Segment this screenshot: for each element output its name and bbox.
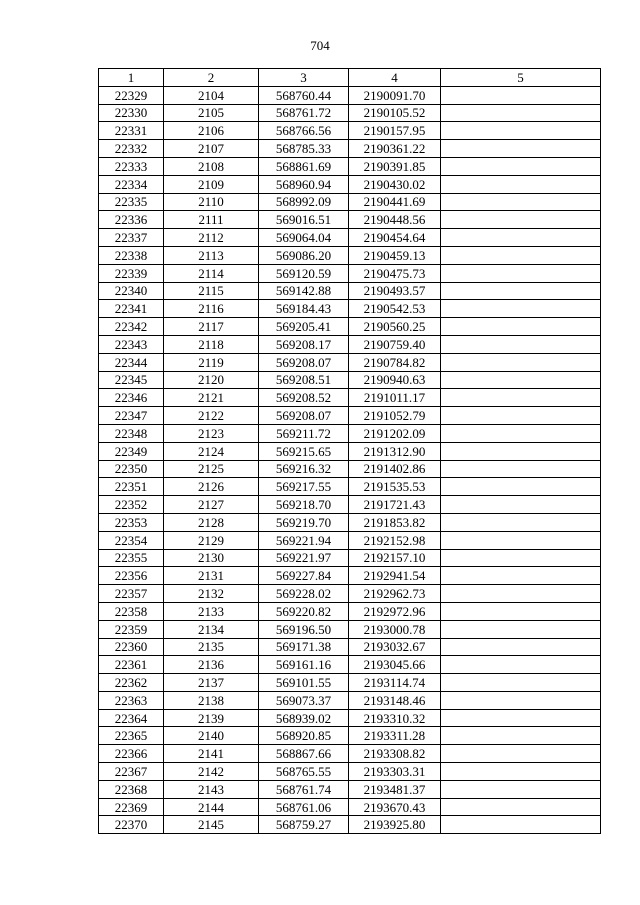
- table-cell-col-4: 2192962.73: [349, 585, 441, 603]
- table-row: [99, 229, 601, 247]
- table-cell-col-1: 22370: [99, 816, 164, 834]
- table-cell-col-4: 2193114.74: [349, 674, 441, 692]
- table-row: [99, 745, 601, 763]
- table-row: [99, 193, 601, 211]
- table-cell-col-3: 569221.97: [259, 549, 349, 567]
- table-row: [99, 246, 601, 264]
- table-cell-col-4: 2191052.79: [349, 407, 441, 425]
- table-cell-col-1: 22331: [99, 122, 164, 140]
- table-cell-col-4: 2190542.53: [349, 300, 441, 318]
- table-row: [99, 816, 601, 834]
- table-cell-col-5: [441, 389, 601, 407]
- table-cell-col-1: 22332: [99, 140, 164, 158]
- table-cell-col-4: 2190475.73: [349, 264, 441, 282]
- table-cell-col-3: 569219.70: [259, 513, 349, 531]
- table-cell-col-1: 22338: [99, 246, 164, 264]
- table-cell-col-5: [441, 157, 601, 175]
- table-cell-col-5: [441, 104, 601, 122]
- table-cell-col-3: 568765.55: [259, 763, 349, 781]
- table-cell-col-4: 2191721.43: [349, 496, 441, 514]
- table-cell-col-3: 568939.02: [259, 709, 349, 727]
- table-cell-col-1: 22368: [99, 780, 164, 798]
- table-cell-col-3: 569216.32: [259, 460, 349, 478]
- table-cell-col-5: [441, 638, 601, 656]
- table-cell-col-5: [441, 585, 601, 603]
- table-row: [99, 460, 601, 478]
- table-cell-col-1: 22358: [99, 602, 164, 620]
- table-cell-col-3: 568760.44: [259, 86, 349, 104]
- table-cell-col-1: 22336: [99, 211, 164, 229]
- table-cell-col-2: 2115: [164, 282, 259, 300]
- table-cell-col-5: [441, 656, 601, 674]
- table-cell-col-2: 2117: [164, 318, 259, 336]
- table-cell-col-5: [441, 460, 601, 478]
- table-cell-col-1: 22349: [99, 442, 164, 460]
- table-cell-col-4: 2192972.96: [349, 602, 441, 620]
- coordinates-table: [98, 68, 601, 834]
- table-row: [99, 763, 601, 781]
- table-cell-col-3: 569211.72: [259, 424, 349, 442]
- table-cell-col-3: 569064.04: [259, 229, 349, 247]
- table-cell-col-3: 569220.82: [259, 602, 349, 620]
- table-cell-col-4: 2190448.56: [349, 211, 441, 229]
- table-cell-col-3: 568960.94: [259, 175, 349, 193]
- table-cell-col-2: 2123: [164, 424, 259, 442]
- table-cell-col-4: 2193670.43: [349, 798, 441, 816]
- table-cell-col-3: 568992.09: [259, 193, 349, 211]
- table-cell-col-2: 2127: [164, 496, 259, 514]
- table-cell-col-3: 569208.52: [259, 389, 349, 407]
- table-cell-col-2: 2142: [164, 763, 259, 781]
- table-cell-col-5: [441, 549, 601, 567]
- table-cell-col-4: 2190784.82: [349, 353, 441, 371]
- table-cell-col-5: [441, 211, 601, 229]
- table-cell-col-5: [441, 763, 601, 781]
- table-cell-col-4: 2193925.80: [349, 816, 441, 834]
- table-row: [99, 371, 601, 389]
- table-cell-col-3: 569221.94: [259, 531, 349, 549]
- table-cell-col-4: 2191202.09: [349, 424, 441, 442]
- table-cell-col-3: 568761.06: [259, 798, 349, 816]
- table-cell-col-3: 569208.51: [259, 371, 349, 389]
- table-cell-col-2: 2118: [164, 335, 259, 353]
- table-row: [99, 318, 601, 336]
- table-cell-col-4: 2190105.52: [349, 104, 441, 122]
- table-cell-col-2: 2125: [164, 460, 259, 478]
- table-cell-col-1: 22360: [99, 638, 164, 656]
- table-cell-col-2: 2141: [164, 745, 259, 763]
- table-cell-col-1: 22353: [99, 513, 164, 531]
- table-cell-col-5: [441, 531, 601, 549]
- table-cell-col-5: [441, 816, 601, 834]
- page-number: 704: [310, 38, 330, 53]
- table-cell-col-4: 2193045.66: [349, 656, 441, 674]
- table-row: [99, 656, 601, 674]
- column-header-1: 1: [99, 69, 164, 87]
- table-cell-col-2: 2111: [164, 211, 259, 229]
- table-cell-col-2: 2140: [164, 727, 259, 745]
- table-cell-col-4: 2191853.82: [349, 513, 441, 531]
- table-cell-col-2: 2133: [164, 602, 259, 620]
- table-cell-col-2: 2109: [164, 175, 259, 193]
- table-cell-col-1: 22334: [99, 175, 164, 193]
- table-cell-col-5: [441, 780, 601, 798]
- table-cell-col-2: 2124: [164, 442, 259, 460]
- table-body: [99, 86, 601, 833]
- table-cell-col-3: 569228.02: [259, 585, 349, 603]
- table-cell-col-3: 569215.65: [259, 442, 349, 460]
- table-cell-col-4: 2191402.86: [349, 460, 441, 478]
- table-cell-col-5: [441, 300, 601, 318]
- table-cell-col-3: 569205.41: [259, 318, 349, 336]
- table-cell-col-5: [441, 86, 601, 104]
- table-row: [99, 709, 601, 727]
- table-cell-col-4: 2190391.85: [349, 157, 441, 175]
- table-cell-col-3: 569208.07: [259, 407, 349, 425]
- table-cell-col-5: [441, 371, 601, 389]
- table-cell-col-5: [441, 602, 601, 620]
- table-cell-col-4: 2193032.67: [349, 638, 441, 656]
- table-cell-col-2: 2106: [164, 122, 259, 140]
- table-row: [99, 264, 601, 282]
- table-cell-col-5: [441, 709, 601, 727]
- table-cell-col-2: 2132: [164, 585, 259, 603]
- table-cell-col-2: 2104: [164, 86, 259, 104]
- table-row: [99, 389, 601, 407]
- table-row: [99, 513, 601, 531]
- table-cell-col-1: 22346: [99, 389, 164, 407]
- table-cell-col-4: 2190454.64: [349, 229, 441, 247]
- table-cell-col-4: 2192157.10: [349, 549, 441, 567]
- table-row: [99, 211, 601, 229]
- table-cell-col-2: 2110: [164, 193, 259, 211]
- table-cell-col-1: 22337: [99, 229, 164, 247]
- table-row: [99, 282, 601, 300]
- table-cell-col-4: 2193308.82: [349, 745, 441, 763]
- table-cell-col-3: 568920.85: [259, 727, 349, 745]
- table-cell-col-2: 2137: [164, 674, 259, 692]
- table-cell-col-5: [441, 193, 601, 211]
- table-cell-col-1: 22352: [99, 496, 164, 514]
- table-cell-col-5: [441, 478, 601, 496]
- table-cell-col-3: 569101.55: [259, 674, 349, 692]
- table-cell-col-1: 22362: [99, 674, 164, 692]
- table-row: [99, 122, 601, 140]
- table-cell-col-4: 2192152.98: [349, 531, 441, 549]
- table-row: [99, 567, 601, 585]
- table-cell-col-2: 2136: [164, 656, 259, 674]
- table-cell-col-1: 22354: [99, 531, 164, 549]
- table-cell-col-3: 569073.37: [259, 691, 349, 709]
- table-cell-col-4: 2193303.31: [349, 763, 441, 781]
- table-row: [99, 140, 601, 158]
- table-cell-col-5: [441, 424, 601, 442]
- table-cell-col-2: 2134: [164, 620, 259, 638]
- table-cell-col-5: [441, 335, 601, 353]
- table-cell-col-4: 2190441.69: [349, 193, 441, 211]
- table-row: [99, 496, 601, 514]
- table-cell-col-1: 22343: [99, 335, 164, 353]
- table-cell-col-5: [441, 496, 601, 514]
- table-cell-col-4: 2193310.32: [349, 709, 441, 727]
- table-cell-col-5: [441, 442, 601, 460]
- table-cell-col-3: 569217.55: [259, 478, 349, 496]
- table-cell-col-1: 22347: [99, 407, 164, 425]
- table-cell-col-3: 569120.59: [259, 264, 349, 282]
- table-row: [99, 674, 601, 692]
- table-cell-col-5: [441, 620, 601, 638]
- table-cell-col-2: 2130: [164, 549, 259, 567]
- table-cell-col-4: 2190940.63: [349, 371, 441, 389]
- table-cell-col-2: 2105: [164, 104, 259, 122]
- table-row: [99, 549, 601, 567]
- table-row: [99, 691, 601, 709]
- table-row: [99, 442, 601, 460]
- table-cell-col-5: [441, 282, 601, 300]
- table-row: [99, 407, 601, 425]
- table-cell-col-3: 568761.72: [259, 104, 349, 122]
- table-cell-col-5: [441, 246, 601, 264]
- table-cell-col-1: 22341: [99, 300, 164, 318]
- table-cell-col-1: 22357: [99, 585, 164, 603]
- table-cell-col-2: 2129: [164, 531, 259, 549]
- table-cell-col-5: [441, 407, 601, 425]
- table-row: [99, 798, 601, 816]
- table-cell-col-5: [441, 229, 601, 247]
- table-row: [99, 727, 601, 745]
- table-cell-col-1: 22342: [99, 318, 164, 336]
- table-cell-col-2: 2119: [164, 353, 259, 371]
- table-cell-col-2: 2113: [164, 246, 259, 264]
- table-cell-col-1: 22351: [99, 478, 164, 496]
- table-cell-col-2: 2145: [164, 816, 259, 834]
- table-row: [99, 531, 601, 549]
- table-cell-col-3: 569184.43: [259, 300, 349, 318]
- table-cell-col-1: 22335: [99, 193, 164, 211]
- table-cell-col-4: 2190430.02: [349, 175, 441, 193]
- table-cell-col-1: 22365: [99, 727, 164, 745]
- table-cell-col-1: 22355: [99, 549, 164, 567]
- table-cell-col-1: 22330: [99, 104, 164, 122]
- column-header-3: 3: [259, 69, 349, 87]
- table-cell-col-1: 22339: [99, 264, 164, 282]
- table-row: [99, 620, 601, 638]
- table-cell-col-2: 2120: [164, 371, 259, 389]
- table-cell-col-2: 2108: [164, 157, 259, 175]
- table-cell-col-2: 2122: [164, 407, 259, 425]
- table-cell-col-4: 2193000.78: [349, 620, 441, 638]
- table-cell-col-2: 2144: [164, 798, 259, 816]
- table-cell-col-2: 2114: [164, 264, 259, 282]
- table-cell-col-2: 2128: [164, 513, 259, 531]
- table-cell-col-3: 568759.27: [259, 816, 349, 834]
- table-cell-col-1: 22367: [99, 763, 164, 781]
- table-cell-col-1: 22345: [99, 371, 164, 389]
- table-row: [99, 86, 601, 104]
- table-cell-col-1: 22364: [99, 709, 164, 727]
- table-cell-col-4: 2190157.95: [349, 122, 441, 140]
- table-cell-col-3: 569171.38: [259, 638, 349, 656]
- table-cell-col-4: 2193481.37: [349, 780, 441, 798]
- table-cell-col-1: 22369: [99, 798, 164, 816]
- column-header-4: 4: [349, 69, 441, 87]
- table-cell-col-2: 2126: [164, 478, 259, 496]
- table-cell-col-5: [441, 318, 601, 336]
- table-row: [99, 300, 601, 318]
- table-cell-col-4: 2190759.40: [349, 335, 441, 353]
- table-cell-col-1: 22340: [99, 282, 164, 300]
- table-cell-col-2: 2112: [164, 229, 259, 247]
- table-row: [99, 353, 601, 371]
- table-cell-col-1: 22363: [99, 691, 164, 709]
- table-row: [99, 335, 601, 353]
- table-cell-col-2: 2131: [164, 567, 259, 585]
- table-cell-col-1: 22329: [99, 86, 164, 104]
- table-header-row: [99, 69, 601, 87]
- table-cell-col-1: 22356: [99, 567, 164, 585]
- table-cell-col-4: 2190091.70: [349, 86, 441, 104]
- table-cell-col-3: 568861.69: [259, 157, 349, 175]
- table-row: [99, 780, 601, 798]
- table-cell-col-2: 2143: [164, 780, 259, 798]
- table-cell-col-5: [441, 140, 601, 158]
- table-cell-col-4: 2190493.57: [349, 282, 441, 300]
- table-cell-col-3: 568766.56: [259, 122, 349, 140]
- table-cell-col-5: [441, 798, 601, 816]
- table-cell-col-5: [441, 727, 601, 745]
- table-cell-col-3: 569227.84: [259, 567, 349, 585]
- table-cell-col-1: 22333: [99, 157, 164, 175]
- table-cell-col-4: 2191535.53: [349, 478, 441, 496]
- table-cell-col-3: 568761.74: [259, 780, 349, 798]
- table-cell-col-3: 568867.66: [259, 745, 349, 763]
- table-cell-col-5: [441, 264, 601, 282]
- table-cell-col-4: 2190459.13: [349, 246, 441, 264]
- table-cell-col-3: 569086.20: [259, 246, 349, 264]
- table-cell-col-5: [441, 122, 601, 140]
- table-cell-col-2: 2139: [164, 709, 259, 727]
- table-cell-col-5: [441, 691, 601, 709]
- table-cell-col-1: 22344: [99, 353, 164, 371]
- table-cell-col-3: 569016.51: [259, 211, 349, 229]
- table-cell-col-1: 22366: [99, 745, 164, 763]
- table-cell-col-2: 2135: [164, 638, 259, 656]
- table-cell-col-3: 569196.50: [259, 620, 349, 638]
- table-cell-col-2: 2116: [164, 300, 259, 318]
- table-cell-col-2: 2121: [164, 389, 259, 407]
- table-cell-col-5: [441, 745, 601, 763]
- table-cell-col-3: 569208.07: [259, 353, 349, 371]
- table-cell-col-4: 2193311.28: [349, 727, 441, 745]
- column-header-2: 2: [164, 69, 259, 87]
- table-cell-col-4: 2191011.17: [349, 389, 441, 407]
- table-cell-col-5: [441, 567, 601, 585]
- table-row: [99, 602, 601, 620]
- table-row: [99, 585, 601, 603]
- table-cell-col-4: 2190361.22: [349, 140, 441, 158]
- table-cell-col-2: 2138: [164, 691, 259, 709]
- table-cell-col-1: 22361: [99, 656, 164, 674]
- table-cell-col-2: 2107: [164, 140, 259, 158]
- table-cell-col-4: 2191312.90: [349, 442, 441, 460]
- table-cell-col-5: [441, 175, 601, 193]
- table-row: [99, 104, 601, 122]
- table-row: [99, 157, 601, 175]
- table-row: [99, 478, 601, 496]
- table-cell-col-3: 569142.88: [259, 282, 349, 300]
- table-cell-col-3: 569208.17: [259, 335, 349, 353]
- table-cell-col-3: 569161.16: [259, 656, 349, 674]
- table-row: [99, 175, 601, 193]
- table-cell-col-1: 22350: [99, 460, 164, 478]
- table-cell-col-1: 22348: [99, 424, 164, 442]
- table-cell-col-1: 22359: [99, 620, 164, 638]
- table-cell-col-5: [441, 353, 601, 371]
- table-cell-col-3: 569218.70: [259, 496, 349, 514]
- table-cell-col-4: 2190560.25: [349, 318, 441, 336]
- column-header-5: 5: [441, 69, 601, 87]
- table-cell-col-4: 2193148.46: [349, 691, 441, 709]
- table-cell-col-4: 2192941.54: [349, 567, 441, 585]
- table-row: [99, 638, 601, 656]
- table-cell-col-3: 568785.33: [259, 140, 349, 158]
- table-cell-col-5: [441, 513, 601, 531]
- table-cell-col-5: [441, 674, 601, 692]
- table-row: [99, 424, 601, 442]
